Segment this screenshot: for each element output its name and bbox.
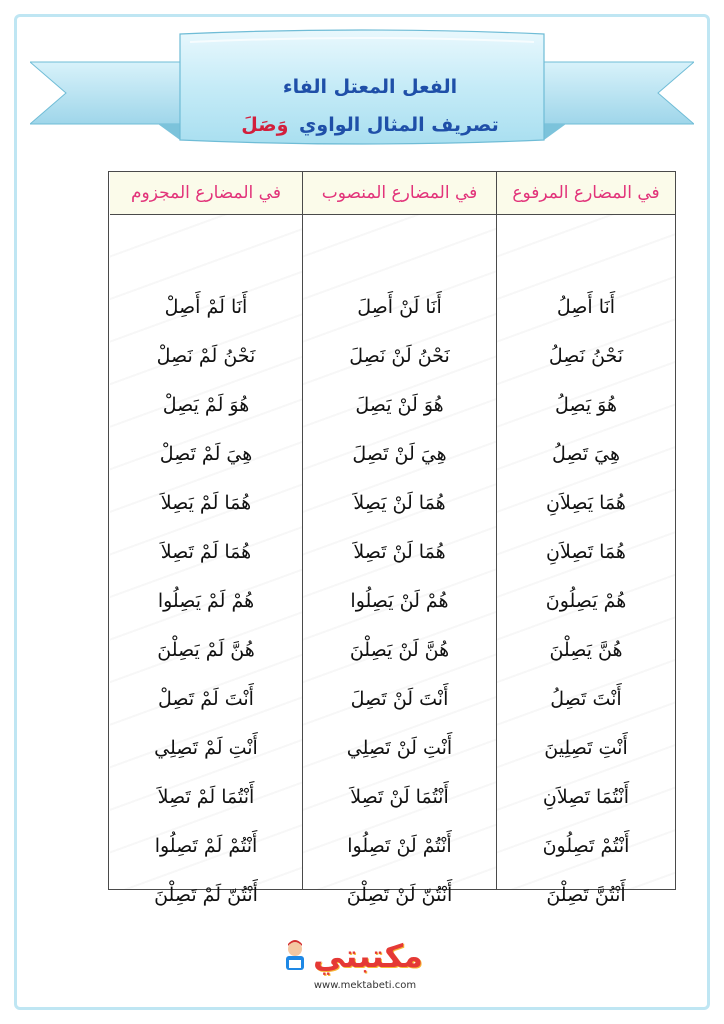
- table-cell: أَنَا لَمْ أَصِلْ: [164, 296, 248, 318]
- banner-verb: وَصَلَ: [241, 114, 289, 136]
- table-cell: هُنَّ يَصِلْنَ: [549, 639, 623, 661]
- column-marfoo: [496, 172, 675, 906]
- table-cell: هُمَا تَصِلاَنِ: [546, 541, 626, 563]
- table-cell: أَنْتِ لَمْ تَصِلِي: [154, 737, 258, 759]
- table-cell: أَنْتُنّ لَمْ تَصِلْنَ: [154, 884, 258, 906]
- column-mansoob: [302, 172, 496, 906]
- table-cell: هُمْ يَصِلُونَ: [545, 590, 627, 612]
- footer-url: www.mektabeti.com: [313, 980, 417, 991]
- list-majzoom: [110, 291, 302, 928]
- table-cell: أَنْتَ لَمْ تَصِلْ: [158, 688, 254, 710]
- table-cell: أَنْتِ تَصِلِينَ: [544, 737, 628, 759]
- table-cell: هِيَ لَمْ تَصِلْ: [159, 443, 253, 465]
- table-cell: أَنْتُمَا لَنْ تَصِلاَ: [350, 786, 449, 808]
- table-cell: أَنْتَ لَنْ تَصِلَ: [350, 688, 449, 710]
- table-cell: هُوَ يَصِلُ: [554, 394, 618, 416]
- banner-text: [220, 72, 520, 142]
- table-cell: هُمَا يَصِلاَنِ: [546, 492, 626, 514]
- table-cell: هُمْ لَمْ يَصِلُوا: [157, 590, 255, 612]
- banner-subtitle: [220, 108, 520, 142]
- table-cell: أَنْتُنّ لَنْ تَصِلْنَ: [346, 884, 453, 906]
- table-cell: هُمْ لَنْ يَصِلُوا: [350, 590, 449, 612]
- body-mansoob: [303, 215, 496, 906]
- table-cell: هُنَّ لَمْ يَصِلْنَ: [157, 639, 255, 661]
- table-cell: أَنْتُمَا لَمْ تَصِلاَ: [157, 786, 255, 808]
- table-cell: هُمَا لَنْ يَصِلاَ: [353, 492, 446, 514]
- banner-subtitle-text: تصريف المثال الواوي: [299, 114, 499, 136]
- table-cell: نَحْنُ لَنْ نَصِلَ: [349, 345, 450, 367]
- table-cell: نَحْنُ نَصِلُ: [548, 345, 624, 367]
- header-marfoo: في المضارع المرفوع: [497, 172, 675, 215]
- table-cell: أَنْتُمْ لَنْ تَصِلُوا: [347, 835, 452, 857]
- table-cell: أَنْتُنَّ تَصِلْنَ: [546, 884, 626, 906]
- table-cell: هُمَا لَمْ يَصِلاَ: [160, 492, 252, 514]
- footer-logo: [280, 936, 450, 998]
- banner-title: الفعل المعتل الفاء: [282, 76, 458, 98]
- table-cell: أَنْتُمْ تَصِلُونَ: [542, 835, 630, 857]
- table-cell: أَنْتَ تَصِلُ: [550, 688, 622, 710]
- header-mansoob: في المضارع المنصوب: [303, 172, 496, 215]
- table-cell: نَحْنُ لَمْ نَصِلْ: [156, 345, 256, 367]
- header-majzoom: في المضارع المجزوم: [110, 172, 302, 215]
- body-majzoom: [110, 215, 302, 906]
- table-cell: هُوَ لَنْ يَصِلَ: [355, 394, 444, 416]
- conjugation-table: [108, 171, 676, 906]
- table-cell: هُنَّ لَنْ يَصِلْنَ: [349, 639, 450, 661]
- table-cell: أَنْتِ لَنْ تَصِلِي: [346, 737, 453, 759]
- table-cell: هُمَا لَمْ تَصِلاَ: [160, 541, 252, 563]
- table-cell: أَنْتُمْ لَمْ تَصِلُوا: [154, 835, 258, 857]
- column-majzoom: [110, 172, 302, 906]
- table-cell: أَنْتُمَا تَصِلاَنِ: [542, 786, 630, 808]
- title-ribbon: [30, 28, 694, 158]
- table-cell: هِيَ لَنْ تَصِلَ: [352, 443, 447, 465]
- table-cell: هُوَ لَمْ يَصِلْ: [162, 394, 250, 416]
- table-cell: أَنَا لَنْ أَصِلَ: [357, 296, 442, 318]
- list-mansoob: [303, 291, 496, 928]
- table-cell: هُمَا لَنْ تَصِلاَ: [353, 541, 446, 563]
- table-cell: هِيَ تَصِلُ: [551, 443, 621, 465]
- list-marfoo: [497, 291, 675, 928]
- footer-logo-text: مكتبتي: [313, 937, 423, 975]
- body-marfoo: [497, 215, 675, 906]
- table-cell: أَنَا أَصِلُ: [556, 296, 616, 318]
